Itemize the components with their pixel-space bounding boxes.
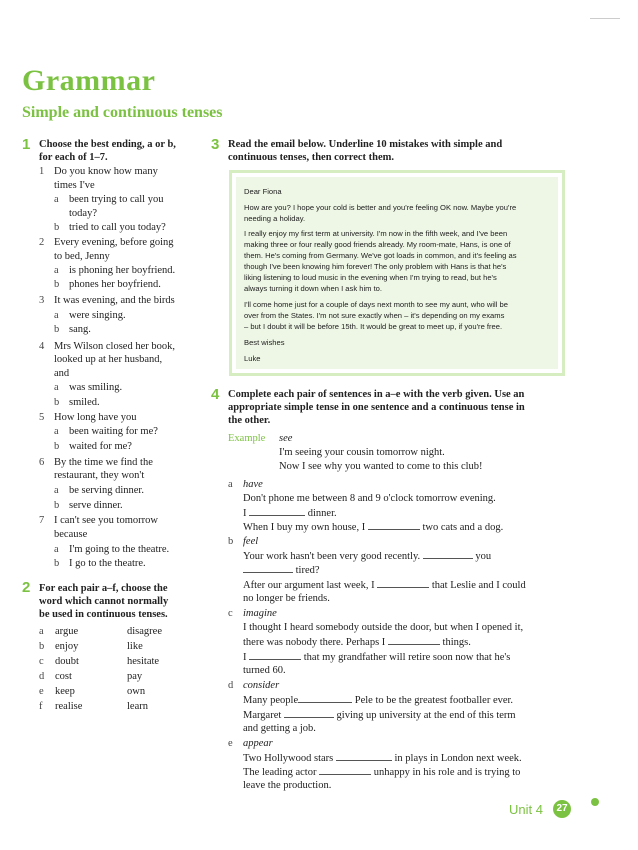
row-letter: c: [39, 656, 44, 667]
option-text: been waiting for me?: [69, 426, 158, 437]
row-letter: e: [39, 686, 44, 697]
item-text: Every evening, before going: [54, 237, 174, 248]
sentence: Don't phone me between 8 and 9 o'clock tomorrow evening.: [243, 493, 496, 504]
sentence: I thought I heard somebody outside the door, but when I opened it,: [243, 622, 524, 633]
item-number: 6: [39, 457, 45, 468]
email-line: them. He's coming from Germany. We've got loads in common, and it's feeling as: [244, 251, 517, 260]
unit-label: Unit 4: [509, 802, 543, 817]
sentence-part: I: [243, 652, 247, 663]
item-verb: appear: [243, 738, 273, 749]
email-line: – but I doubt it will be before 15th. It would be great to meet up, if you're free.: [244, 322, 503, 331]
answer-blank[interactable]: [368, 520, 420, 530]
sentence-part: Pele to be the greatest footballer ever.: [354, 695, 514, 706]
instruction-line: Complete each pair of sentences in a–e with the verb given. Use an: [228, 389, 525, 400]
sentence-part: giving up university at the end of this term: [336, 710, 516, 721]
sentence: [243, 578, 526, 593]
sentence-part: When I buy my own house, I: [243, 522, 366, 533]
item-text: By the time we find the: [54, 457, 153, 468]
item-verb: have: [243, 479, 263, 490]
sentence: [243, 549, 491, 564]
word-2: learn: [127, 701, 148, 712]
option-letter: b: [54, 441, 60, 452]
item-number: 5: [39, 412, 45, 423]
email-closing: Best wishes: [244, 338, 285, 347]
item-text: to bed, Jenny: [54, 251, 110, 262]
option-text: were singing.: [69, 310, 126, 321]
option-letter: a: [54, 426, 59, 437]
option-letter: b: [54, 500, 60, 511]
option-text: was smiling.: [69, 382, 123, 393]
option-text: phones her boyfriend.: [69, 279, 161, 290]
item-verb: feel: [243, 536, 259, 547]
item-letter: c: [228, 608, 233, 619]
option-text: I go to the theatre.: [69, 558, 146, 569]
row-letter: a: [39, 626, 44, 637]
item-text: restaurant, they won't: [54, 470, 145, 481]
item-number: 4: [39, 341, 45, 352]
email-line: making three or four really good friends already. My room-mate, Hans, is one of: [244, 240, 511, 249]
instruction-line: continuous tenses, then correct them.: [228, 152, 395, 163]
answer-blank[interactable]: [319, 765, 371, 775]
word-1: enjoy: [55, 641, 79, 652]
sentence: turned 60.: [243, 665, 286, 676]
sentence-part: that Leslie and I could: [431, 580, 526, 591]
sentence: [243, 506, 337, 521]
email-greeting: Dear Fiona: [244, 187, 282, 196]
answer-blank[interactable]: [388, 635, 440, 645]
sentence: [243, 563, 320, 578]
item-text: Do you know how many: [54, 166, 158, 177]
exercise-number: 1: [22, 136, 31, 153]
answer-blank[interactable]: [377, 578, 429, 588]
instruction-line: the other.: [228, 415, 271, 426]
answer-blank[interactable]: [243, 563, 293, 573]
option-text: waited for me?: [69, 441, 132, 452]
option-letter: b: [54, 324, 60, 335]
sentence: [243, 520, 503, 535]
item-letter: b: [228, 536, 234, 547]
sentence-part: you: [475, 551, 492, 562]
option-letter: a: [54, 310, 59, 321]
answer-blank[interactable]: [249, 650, 301, 660]
item-number: 7: [39, 515, 45, 526]
word-1: doubt: [55, 656, 79, 667]
email-box: [229, 170, 565, 376]
word-2: like: [127, 641, 143, 652]
email-body: [236, 177, 558, 369]
word-1: cost: [55, 671, 72, 682]
sentence-part: two cats and a dog.: [422, 522, 504, 533]
page-subtitle: Simple and continuous tenses: [22, 104, 223, 121]
option-text: I'm going to the theatre.: [69, 544, 170, 555]
sentence: [243, 650, 510, 665]
sentence-part: that my grandfather will retire soon now that he's: [303, 652, 511, 663]
email-line: liking listening to loud music in the evening when I'm trying to read, but he's: [244, 273, 497, 282]
option-letter: b: [54, 558, 60, 569]
email-line: I really enjoy my first term at university. I'm now in the fifth week, and I've been: [244, 229, 508, 238]
option-text: be serving dinner.: [69, 485, 144, 496]
instruction-line: word which cannot normally: [39, 596, 169, 607]
row-letter: f: [39, 701, 43, 712]
item-text: I can't see you tomorrow: [54, 515, 158, 526]
sentence-part: dinner.: [307, 508, 337, 519]
instruction-line: Read the email below. Underline 10 mistakes with simple and: [228, 139, 503, 150]
example-verb: see: [279, 433, 293, 444]
item-text: looked up at her husband,: [54, 354, 163, 365]
answer-blank[interactable]: [423, 549, 473, 559]
example-sentence: Now I see why you wanted to come to this club!: [279, 461, 483, 472]
exercise-number: 2: [22, 579, 31, 596]
option-text: today?: [69, 208, 97, 219]
sentence-part: unhappy in his role and is trying to: [373, 767, 521, 778]
sentence: [243, 751, 522, 766]
sentence-part: After our argument last week, I: [243, 580, 375, 591]
item-text: Mrs Wilson closed her book,: [54, 341, 175, 352]
item-text: and: [54, 368, 70, 379]
row-letter: b: [39, 641, 45, 652]
sentence: no longer be friends.: [243, 593, 330, 604]
option-letter: b: [54, 397, 60, 408]
word-1: keep: [55, 686, 75, 697]
example-sentence: I'm seeing your cousin tomorrow night.: [279, 447, 445, 458]
item-letter: d: [228, 680, 234, 691]
answer-blank[interactable]: [249, 506, 305, 516]
instruction-line: appropriate simple tense in one sentence and a continuous tense in: [228, 402, 525, 413]
email-line: though I've been knowing him forever! The only problem with Hans is that he's: [244, 262, 507, 271]
word-1: argue: [55, 626, 79, 637]
sentence-part: tired?: [295, 565, 320, 576]
answer-blank[interactable]: [336, 751, 392, 761]
item-text: It was evening, and the birds: [54, 295, 175, 306]
email-line: over from the States. I'm not sure exactly when – it's depending on my exams: [244, 311, 505, 320]
option-text: been trying to call you: [69, 194, 164, 205]
instruction-line: for each of 1–7.: [39, 152, 108, 163]
sentence: [243, 693, 513, 708]
option-letter: a: [54, 265, 59, 276]
answer-blank[interactable]: [298, 693, 352, 703]
item-number: 3: [39, 295, 45, 306]
option-letter: a: [54, 485, 59, 496]
option-letter: a: [54, 544, 59, 555]
sentence-part: things.: [442, 637, 471, 648]
instruction-line: For each pair a–f, choose the: [39, 583, 168, 594]
item-number: 1: [39, 166, 45, 177]
instruction-line: be used in continuous tenses.: [39, 609, 168, 620]
sentence: and getting a job.: [243, 723, 316, 734]
example-label: Example: [228, 433, 266, 444]
sentence: [243, 765, 520, 780]
word-2: disagree: [127, 626, 162, 637]
exercise-number: 3: [211, 136, 220, 153]
item-text: times I've: [54, 180, 95, 191]
word-2: hesitate: [127, 656, 160, 667]
item-verb: imagine: [243, 608, 277, 619]
option-text: smiled.: [69, 397, 100, 408]
sentence-part: Your work hasn't been very good recently.: [243, 551, 421, 562]
row-letter: d: [39, 671, 45, 682]
option-letter: b: [54, 279, 60, 290]
page-title: Grammar: [22, 64, 156, 97]
email-line: How are you? I hope your cold is better and you're feeling OK now. Maybe you're: [244, 203, 517, 212]
option-text: tried to call you today?: [69, 222, 166, 233]
item-text: because: [54, 529, 88, 540]
option-letter: b: [54, 222, 60, 233]
email-line: I'll come home just for a couple of days next month to see my aunt, who will be: [244, 300, 508, 309]
word-2: own: [127, 686, 146, 697]
item-text: How long have you: [54, 412, 137, 423]
word-1: realise: [55, 701, 83, 712]
item-verb: consider: [243, 680, 280, 691]
option-letter: a: [54, 382, 59, 393]
sentence-part: Two Hollywood stars: [243, 753, 334, 764]
item-letter: a: [228, 479, 233, 490]
page-number: 27: [553, 800, 571, 818]
sentence-part: there was nobody there. Perhaps I: [243, 637, 386, 648]
exercise-number: 4: [211, 386, 220, 403]
option-text: is phoning her boyfriend.: [69, 265, 176, 276]
sentence-part: I: [243, 508, 247, 519]
instruction-line: Choose the best ending, a or b,: [39, 139, 176, 150]
option-text: sang.: [69, 324, 91, 335]
email-line: always turning it down when I ask him to.: [244, 284, 383, 293]
sentence-part: in plays in London next week.: [394, 753, 522, 764]
sentence: leave the production.: [243, 780, 332, 791]
item-letter: e: [228, 738, 233, 749]
email-line: needing a holiday.: [244, 214, 306, 223]
option-letter: a: [54, 194, 59, 205]
sentence-part: Many people: [243, 695, 299, 706]
top-rule: [590, 18, 620, 19]
word-2: pay: [127, 671, 143, 682]
answer-blank[interactable]: [284, 708, 334, 718]
sentence-part: The leading actor: [243, 767, 317, 778]
decorative-dot: [591, 798, 599, 806]
option-text: serve dinner.: [69, 500, 123, 511]
sentence-part: Margaret: [243, 710, 282, 721]
email-signature: Luke: [244, 354, 261, 363]
sentence: [243, 635, 471, 650]
item-number: 2: [39, 237, 45, 248]
sentence: [243, 708, 516, 723]
